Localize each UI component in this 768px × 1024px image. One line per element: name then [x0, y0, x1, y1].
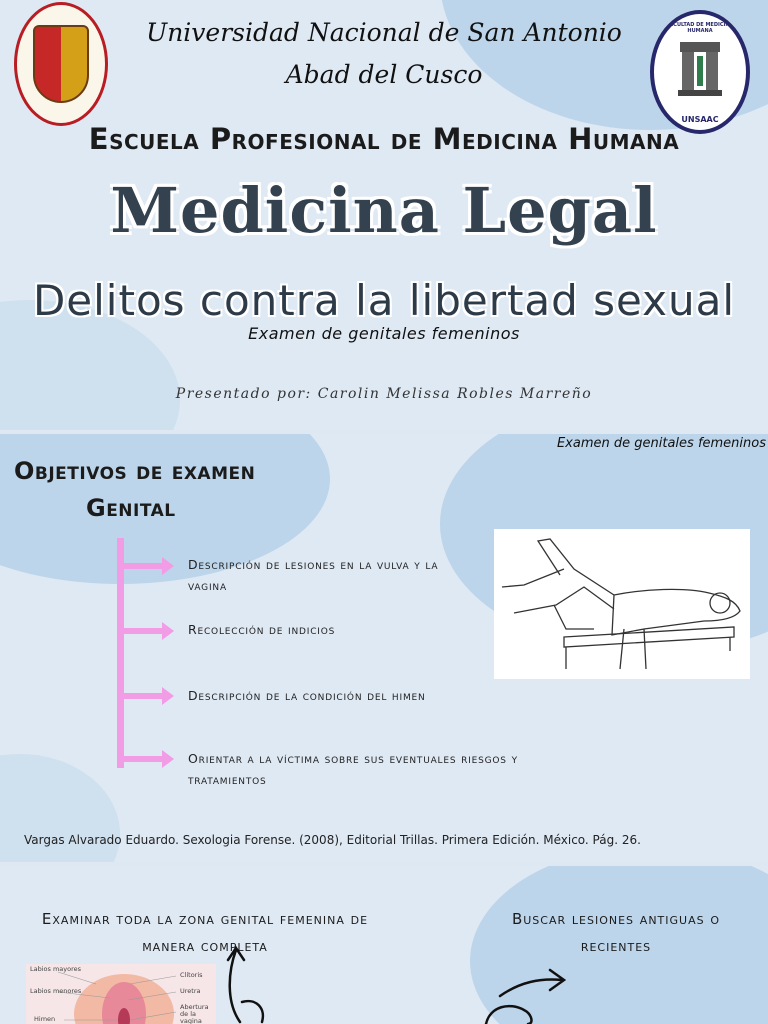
label-labios-menores: Labios menores	[30, 987, 82, 995]
examine-zone-text: Examinar toda la zona genital femenina de manera completa	[41, 910, 369, 955]
objective-item: Orientar a la víctima sobre sus eventuales riesgos y tratamientos	[188, 751, 518, 787]
objectives-title-line2: Genital	[86, 494, 176, 522]
objective-item: Recolección de indicios	[188, 622, 336, 637]
bracket-bar	[117, 538, 124, 768]
objectives-title-line1: Objetivos de examen	[14, 457, 256, 485]
slide-tag: Examen de genitales femeninos	[556, 436, 766, 451]
label-clitoris: Clítoris	[180, 971, 203, 979]
curved-arrow-icon	[480, 966, 570, 1024]
exam-subtitle: Examen de genitales femeninos	[248, 324, 520, 343]
faculty-seal-bottom-text: UNSAAC	[681, 115, 719, 124]
objective-item: Descripción de la condición del himen	[188, 688, 426, 703]
anatomy-diagram	[26, 964, 216, 1024]
bibliographic-reference: Vargas Alvarado Eduardo. Sexologia Forense. (2008), Editorial Trillas. Primera Edición. México. Pág. 26.	[24, 833, 641, 847]
label-labios-mayores: Labios mayores	[30, 965, 82, 973]
arrow-icon	[124, 693, 164, 699]
arrow-icon	[124, 563, 164, 569]
label-abertura-vagina: Abertura de la vagina	[180, 1003, 209, 1024]
university-name-line2: Abad del Cusco	[285, 60, 483, 89]
arrow-icon	[124, 756, 164, 762]
cover-slide	[0, 0, 768, 430]
examination-slide	[0, 866, 768, 1024]
objective-item: Descripción de lesiones en la vulva y la vagina	[188, 557, 439, 593]
objectives-slide	[0, 434, 768, 862]
exam-position-illustration	[494, 529, 750, 679]
lithotomy-sketch-icon	[494, 529, 750, 679]
presenter-line: Presentado por: Carolin Melissa Robles Marreño	[175, 386, 593, 402]
label-himen: Himen	[34, 1015, 56, 1023]
subtitle: Delitos contra la libertad sexual	[32, 276, 736, 325]
curved-arrow-icon	[222, 942, 274, 1024]
search-lesions-text: Buscar lesiones antiguas o recientes	[511, 910, 721, 955]
university-name-line1: Universidad Nacional de San Antonio	[146, 18, 622, 47]
label-uretra: Uretra	[180, 987, 201, 995]
school-name: Escuela Profesional de Medicina Humana	[88, 122, 680, 156]
main-title: Medicina Legal	[110, 174, 658, 247]
arrow-icon	[124, 628, 164, 634]
faculty-seal-top-text: FACULTAD DE MEDICINA HUMANA	[666, 22, 734, 34]
